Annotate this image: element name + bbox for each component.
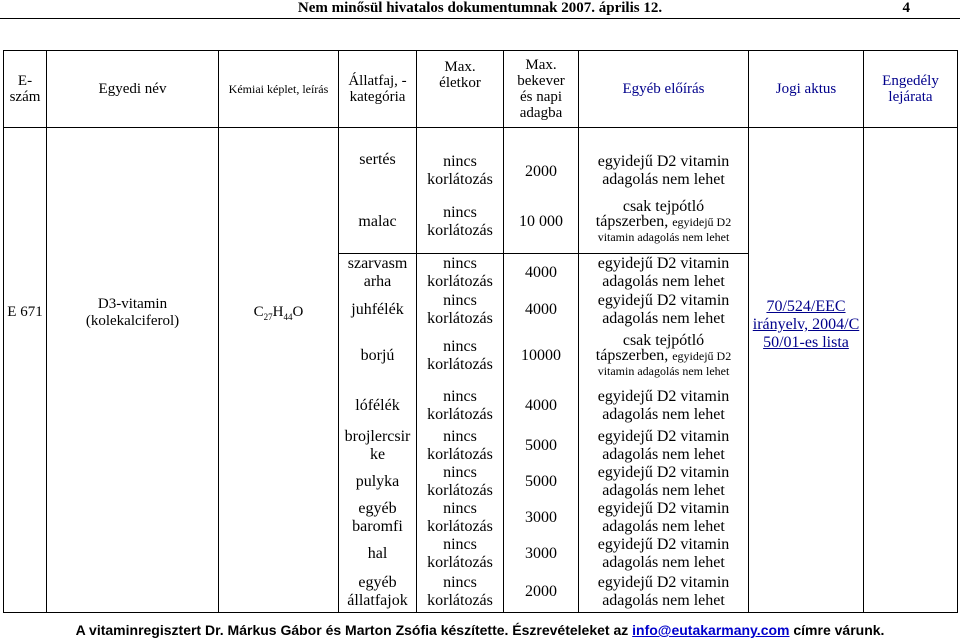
col-header-egyedi-nev: Egyedi név — [47, 51, 219, 128]
data-row — [4, 128, 958, 613]
col-header-egyeb-eloiras: Egyéb előírás — [579, 51, 749, 128]
col-header-max-bekever: Max. bekever és napi adagba — [504, 51, 579, 128]
max-egyeb-baromfi: 3000 — [525, 509, 557, 526]
note-column — [579, 128, 749, 613]
eszam-cell: E 671 — [4, 128, 47, 613]
max-egyeb-allatfajok: 2000 — [525, 583, 557, 600]
legal-act-link-1[interactable]: 70/524/EEC — [766, 298, 846, 315]
note-sertes: egyidejű D2 vitamin adagolás nem lehet — [597, 153, 730, 188]
max-szarvasmarha: 4000 — [525, 264, 557, 281]
animal-egyeb-baromfi: egyéb baromfi — [352, 500, 403, 535]
age-egyeb-allatfajok: nincs korlátozás — [427, 574, 493, 609]
max-juhfelek: 4000 — [525, 301, 557, 318]
col-header-eszam: E- szám — [4, 51, 47, 128]
animal-malac: malac — [339, 191, 416, 254]
legal-act-link-3[interactable]: 50/01-es lista — [763, 334, 849, 351]
col-header-engedely: Engedély lejárata — [864, 51, 958, 128]
note-juhfelek: egyidejű D2 vitamin adagolás nem lehet — [597, 292, 730, 327]
age-borju: nincs korlátozás — [427, 338, 493, 373]
col-header-jogi-aktus: Jogi aktus — [749, 51, 864, 128]
col-header-kemiai: Kémiai képlet, leírás — [219, 51, 339, 128]
vitamin-register-table — [3, 50, 958, 613]
max-sertes: 2000 — [525, 163, 557, 180]
age-sertes: nincs korlátozás — [427, 153, 493, 188]
animal-brojlercsirke: brojlercsir ke — [344, 428, 411, 463]
max-pulyka: 5000 — [525, 473, 557, 490]
age-lofelek: nincs korlátozás — [427, 388, 493, 423]
note-egyeb-baromfi: egyidejű D2 vitamin adagolás nem lehet — [597, 500, 730, 535]
page-number: 4 — [902, 0, 910, 16]
age-column — [417, 128, 504, 613]
formula-cell: $C_{27}H_{44}O$ — [219, 128, 339, 613]
legal-act-cell — [749, 128, 864, 613]
animal-pulyka: pulyka — [355, 473, 400, 490]
note-pulyka: egyidejű D2 vitamin adagolás nem lehet — [597, 464, 730, 499]
legal-act-link-2[interactable]: irányelv, 2004/C — [752, 316, 860, 333]
animal-sertes: sertés — [359, 150, 396, 168]
col-header-max-eletkor: Max. életkor — [417, 51, 504, 128]
max-hal: 3000 — [525, 545, 557, 562]
max-lofelek: 4000 — [525, 397, 557, 414]
footer-email-link[interactable]: info@eutakarmany.com — [632, 622, 790, 638]
animal-column — [339, 128, 417, 613]
max-brojlercsirke: 5000 — [525, 437, 557, 454]
expiry-cell — [864, 128, 958, 613]
note-hal: egyidejű D2 vitamin adagolás nem lehet — [597, 536, 730, 571]
age-malac: nincs korlátozás — [417, 191, 503, 254]
note-lofelek: egyidejű D2 vitamin adagolás nem lehet — [597, 388, 730, 423]
footer-text-after: címre várunk. — [789, 622, 885, 638]
document-status-title: Nem minősül hivatalos dokumentumnak 2007. április 12. — [297, 0, 663, 16]
animal-juhfelek: juhfélék — [351, 301, 404, 318]
header-divider — [0, 18, 960, 19]
animal-borju: borjú — [360, 347, 395, 364]
name-cell: D3-vitamin (kolekalciferol) — [47, 128, 219, 613]
page-footer — [0, 622, 960, 638]
note-brojlercsirke: egyidejű D2 vitamin adagolás nem lehet — [597, 428, 730, 463]
note-borju: csak tejpótló tápszerben, egyidejű D2 vitamin adagolás nem lehet — [595, 332, 732, 378]
note-malac: csak tejpótló tápszerben, egyidejű D2 vitamin adagolás nem lehet — [579, 191, 748, 254]
max-malac: 10 000 — [504, 191, 578, 254]
max-column — [504, 128, 579, 613]
animal-hal: hal — [367, 545, 388, 562]
age-brojlercsirke: nincs korlátozás — [427, 428, 493, 463]
note-szarvasmarha: egyidejű D2 vitamin adagolás nem lehet — [597, 255, 730, 290]
age-pulyka: nincs korlátozás — [427, 464, 493, 499]
note-egyeb-allatfajok: egyidejű D2 vitamin adagolás nem lehet — [597, 574, 730, 609]
page-header — [0, 0, 960, 20]
footer-text-before: A vitaminregisztert Dr. Márkus Gábor és Marton Zsófia készítette. Észrevételeket az — [75, 622, 633, 638]
age-juhfelek: nincs korlátozás — [427, 292, 493, 327]
max-borju: 10000 — [521, 347, 561, 364]
animal-szarvasmarha: szarvasm arha — [347, 255, 408, 290]
header-row — [4, 51, 958, 128]
age-egyeb-baromfi: nincs korlátozás — [427, 500, 493, 535]
age-szarvasmarha: nincs korlátozás — [427, 255, 493, 290]
animal-egyeb-allatfajok: egyéb állatfajok — [347, 574, 408, 609]
age-hal: nincs korlátozás — [427, 536, 493, 571]
col-header-allatfaj: Állatfaj, - kategória — [339, 51, 417, 128]
animal-lofelek: lófélék — [355, 397, 400, 414]
